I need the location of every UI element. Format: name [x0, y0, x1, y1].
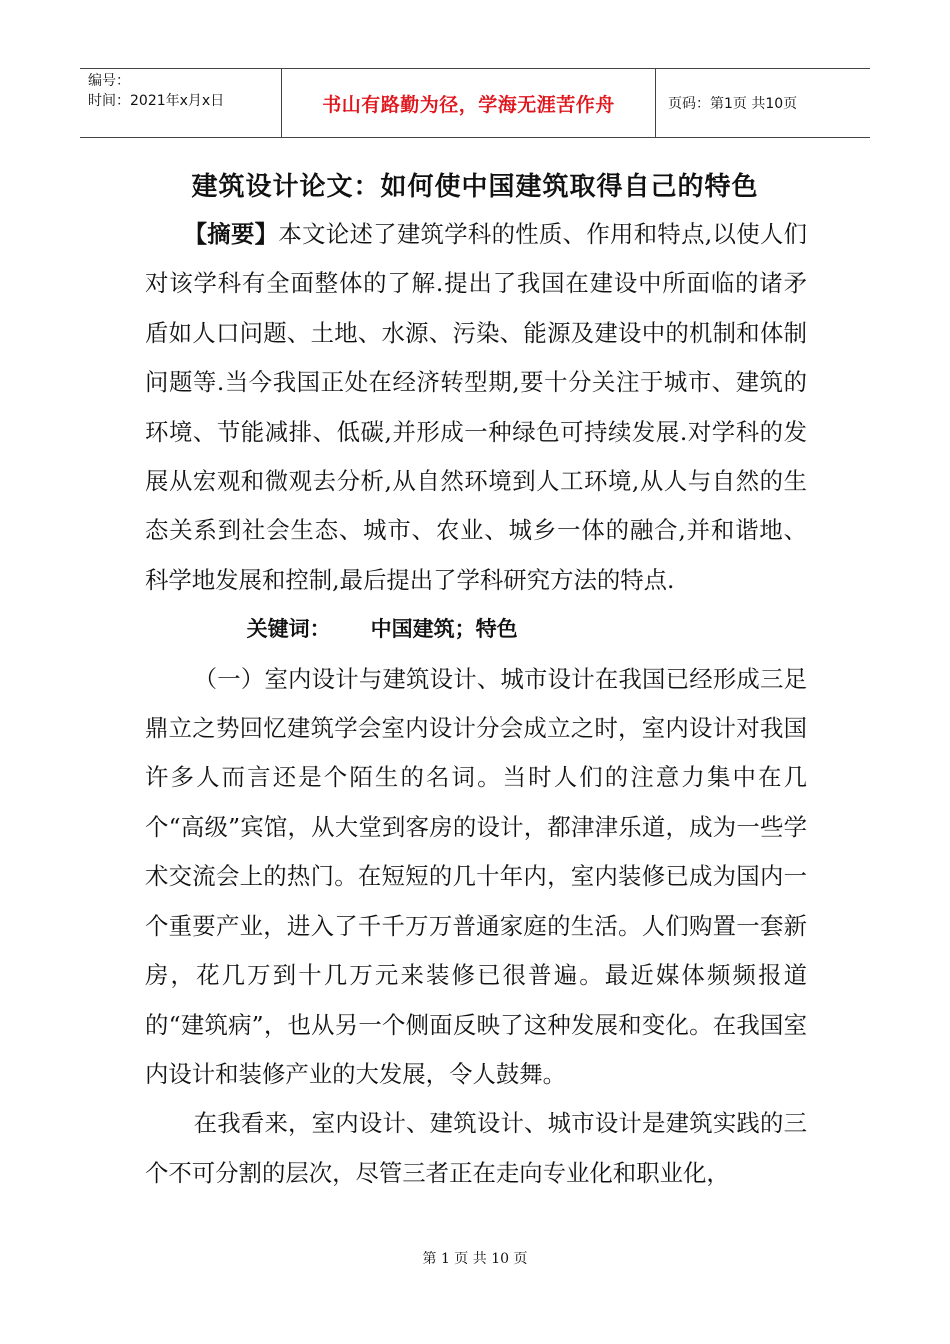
document-time-label: 时间：2021年x月x日 [88, 93, 225, 109]
abstract-text: 本文论述了建筑学科的性质、作用和特点,以使人们对该学科有全面整体的了解.提出了我国在建设中所面临的诸矛盾如人口问题、土地、水源、污染、能源及建设中的机制和体制问题等.当今我国正处在经济转型期,要十分关注于城市、建筑的环境、节能减排、低碳,并形成一种绿色可持续发展.对学科的发展从宏观和微观去分析,从自然环境到人工环境,从人与自然的生态关系到社会生态、城市、农业、城乡一体的融合,并和谐地、科学地发展和控制,最后提出了学科研究方法的特点. [145, 220, 807, 594]
abstract-paragraph [145, 210, 807, 605]
header-left-cell [80, 69, 282, 137]
header-page-info: 页码：第1页 共10页 [668, 96, 798, 112]
keywords-line [145, 605, 807, 654]
page-footer: 第 1 页 共 10 页 [422, 1251, 528, 1267]
document-title: 建筑设计论文：如何使中国建筑取得自己的特色 [191, 172, 759, 202]
keywords-value: 中国建筑；特色 [370, 617, 518, 642]
header-motto: 书山有路勤为径，学海无涯苦作舟 [282, 69, 656, 137]
body-paragraph: 在我看来，室内设计、建筑设计、城市设计是建筑实践的三个不可分割的层次，尽管三者正在走向专业化和职业化， [145, 1109, 807, 1187]
body-paragraph: （一）室内设计与建筑设计、城市设计在我国已经形成三足鼎立之势回忆建筑学会室内设计分会成立之时，室内设计对我国许多人而言还是个陌生的名词。当时人们的注意力集中在几个“高级”宾馆，从大堂到客房的设计，都津津乐道，成为一些学术交流会上的热门。在短短的几十年内，室内装修已成为国内一个重要产业，进入了千千万万普通家庭的生活。人们购置一套新房，花几万到十几万元来装修已很普遍。最近媒体频频报道的“建筑病”，也从另一个侧面反映了这种发展和变化。在我国室内设计和装修产业的大发展，令人鼓舞。 [145, 664, 807, 1088]
abstract-label: 【摘要】 [183, 220, 279, 248]
document-number-label: 编号： [88, 73, 130, 89]
header-table [80, 68, 870, 138]
keywords-label: 关键词： [246, 617, 331, 642]
document-body [145, 210, 807, 1198]
